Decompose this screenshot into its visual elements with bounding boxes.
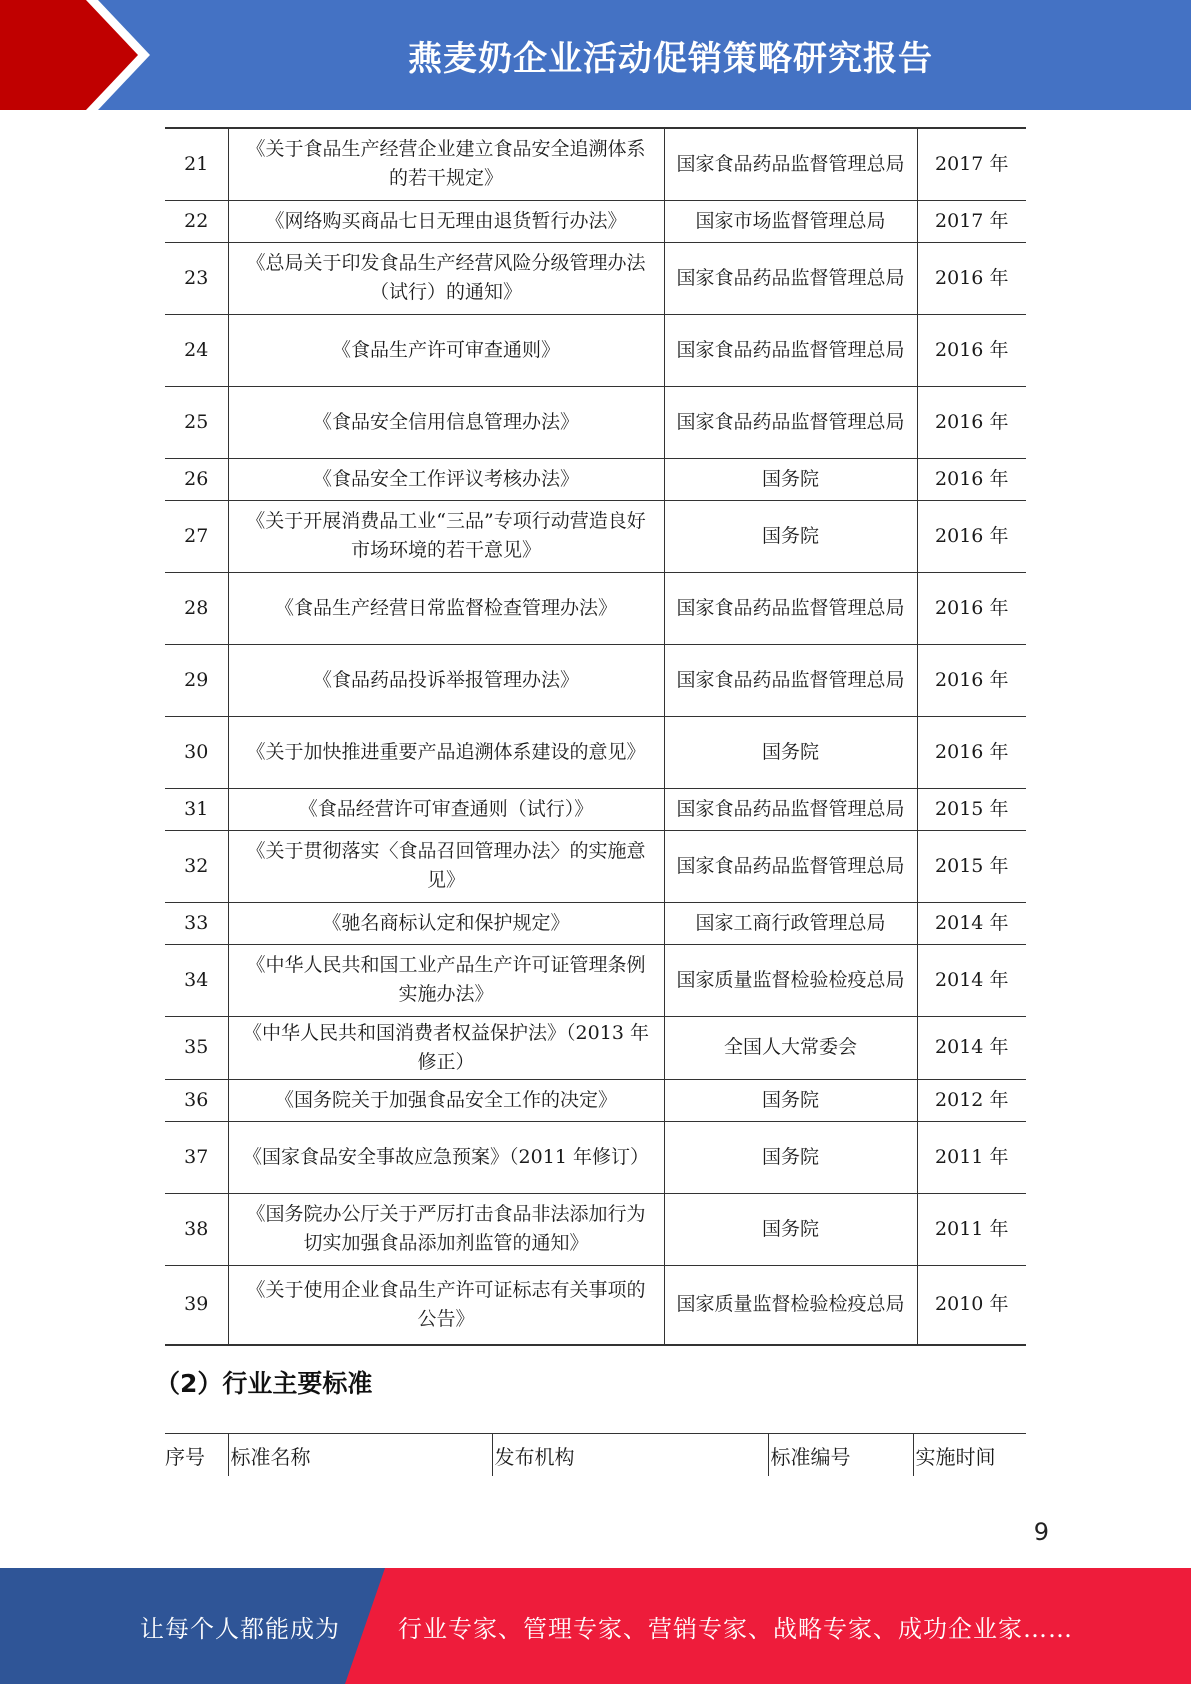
table-row	[165, 314, 1026, 386]
cell-year: 2014 年	[917, 944, 1026, 1016]
cell-regulation-name: 《食品生产经营日常监督检查管理办法》	[228, 572, 664, 644]
table-row	[165, 644, 1026, 716]
table-row	[165, 1079, 1026, 1121]
cell-issuer: 国家质量监督检验检疫总局	[664, 1265, 917, 1345]
cell-regulation-name: 《国家食品安全事故应急预案》（2011 年修订）	[228, 1121, 664, 1193]
header-cell-name: 标准名称	[228, 1434, 492, 1477]
cell-regulation-name: 《关于食品生产经营企业建立食品安全追溯体系的若干规定》	[228, 128, 664, 200]
cell-regulation-name: 《总局关于印发食品生产经营风险分级管理办法（试行）的通知》	[228, 242, 664, 314]
cell-number: 24	[165, 314, 228, 386]
header-cell-issuer: 发布机构	[492, 1434, 768, 1477]
cell-issuer: 国家食品药品监督管理总局	[664, 386, 917, 458]
cell-issuer: 国务院	[664, 458, 917, 500]
cell-issuer: 国家食品药品监督管理总局	[664, 242, 917, 314]
table-row	[165, 1265, 1026, 1345]
cell-issuer: 国家食品药品监督管理总局	[664, 644, 917, 716]
cell-issuer: 国家食品药品监督管理总局	[664, 830, 917, 902]
cell-regulation-name: 《食品生产许可审查通则》	[228, 314, 664, 386]
cell-year: 2016 年	[917, 644, 1026, 716]
cell-number: 33	[165, 902, 228, 944]
cell-issuer: 全国人大常委会	[664, 1016, 917, 1079]
cell-number: 21	[165, 128, 228, 200]
cell-year: 2015 年	[917, 830, 1026, 902]
cell-issuer: 国家质量监督检验检疫总局	[664, 944, 917, 1016]
cell-number: 32	[165, 830, 228, 902]
table-row	[165, 200, 1026, 242]
cell-issuer: 国务院	[664, 716, 917, 788]
cell-number: 25	[165, 386, 228, 458]
table-row	[165, 1193, 1026, 1265]
cell-regulation-name: 《关于加快推进重要产品追溯体系建设的意见》	[228, 716, 664, 788]
cell-issuer: 国家食品药品监督管理总局	[664, 788, 917, 830]
cell-number: 31	[165, 788, 228, 830]
cell-issuer: 国务院	[664, 1193, 917, 1265]
standards-table	[165, 1433, 1026, 1476]
table-row	[165, 902, 1026, 944]
cell-year: 2016 年	[917, 716, 1026, 788]
cell-regulation-name: 《驰名商标认定和保护规定》	[228, 902, 664, 944]
cell-regulation-name: 《国务院关于加强食品安全工作的决定》	[228, 1079, 664, 1121]
table-row	[165, 128, 1026, 200]
cell-number: 34	[165, 944, 228, 1016]
section-heading: （2）行业主要标准	[155, 1369, 373, 1398]
cell-year: 2016 年	[917, 314, 1026, 386]
cell-issuer: 国家市场监督管理总局	[664, 200, 917, 242]
page-footer	[0, 1568, 1191, 1684]
footer-slogan-right: 行业专家、管理专家、营销专家、战略专家、成功企业家……	[398, 1614, 1073, 1643]
cell-regulation-name: 《国务院办公厅关于严厉打击食品非法添加行为切实加强食品添加剂监管的通知》	[228, 1193, 664, 1265]
table-row	[165, 572, 1026, 644]
cell-number: 29	[165, 644, 228, 716]
cell-year: 2016 年	[917, 500, 1026, 572]
cell-number: 30	[165, 716, 228, 788]
table-row	[165, 1121, 1026, 1193]
cell-year: 2016 年	[917, 572, 1026, 644]
cell-regulation-name: 《食品药品投诉举报管理办法》	[228, 644, 664, 716]
cell-year: 2017 年	[917, 128, 1026, 200]
cell-year: 2012 年	[917, 1079, 1026, 1121]
header-cell-date: 实施时间	[913, 1434, 1026, 1477]
table-row	[165, 1016, 1026, 1079]
cell-issuer: 国务院	[664, 500, 917, 572]
red-chevron-icon	[0, 0, 160, 110]
cell-year: 2011 年	[917, 1193, 1026, 1265]
cell-year: 2017 年	[917, 200, 1026, 242]
cell-number: 22	[165, 200, 228, 242]
cell-issuer: 国家食品药品监督管理总局	[664, 572, 917, 644]
cell-year: 2015 年	[917, 788, 1026, 830]
cell-regulation-name: 《中华人民共和国工业产品生产许可证管理条例实施办法》	[228, 944, 664, 1016]
table-row	[165, 458, 1026, 500]
cell-year: 2016 年	[917, 242, 1026, 314]
cell-regulation-name: 《食品安全信用信息管理办法》	[228, 386, 664, 458]
cell-year: 2014 年	[917, 902, 1026, 944]
cell-number: 38	[165, 1193, 228, 1265]
cell-number: 26	[165, 458, 228, 500]
table-row	[165, 500, 1026, 572]
cell-regulation-name: 《食品安全工作评议考核办法》	[228, 458, 664, 500]
cell-number: 35	[165, 1016, 228, 1079]
cell-issuer: 国务院	[664, 1121, 917, 1193]
cell-regulation-name: 《食品经营许可审查通则（试行）》	[228, 788, 664, 830]
table-row	[165, 386, 1026, 458]
page-number: 9	[1033, 1518, 1049, 1546]
cell-number: 23	[165, 242, 228, 314]
cell-year: 2011 年	[917, 1121, 1026, 1193]
cell-number: 27	[165, 500, 228, 572]
cell-regulation-name: 《关于使用企业食品生产许可证标志有关事项的公告》	[228, 1265, 664, 1345]
report-title: 燕麦奶企业活动促销策略研究报告	[408, 38, 933, 79]
cell-regulation-name: 《中华人民共和国消费者权益保护法》（2013 年修正）	[228, 1016, 664, 1079]
standards-header-row	[165, 1434, 1026, 1477]
page-header	[0, 0, 1191, 110]
cell-regulation-name: 《关于开展消费品工业“三品”专项行动营造良好市场环境的若干意见》	[228, 500, 664, 572]
cell-year: 2016 年	[917, 458, 1026, 500]
regulations-table	[165, 127, 1026, 1346]
cell-year: 2014 年	[917, 1016, 1026, 1079]
table-row	[165, 830, 1026, 902]
header-cell-code: 标准编号	[768, 1434, 913, 1477]
cell-issuer: 国务院	[664, 1079, 917, 1121]
table-row	[165, 716, 1026, 788]
cell-regulation-name: 《网络购买商品七日无理由退货暂行办法》	[228, 200, 664, 242]
cell-number: 37	[165, 1121, 228, 1193]
cell-year: 2016 年	[917, 386, 1026, 458]
cell-issuer: 国家工商行政管理总局	[664, 902, 917, 944]
cell-issuer: 国家食品药品监督管理总局	[664, 314, 917, 386]
table-row	[165, 944, 1026, 1016]
cell-year: 2010 年	[917, 1265, 1026, 1345]
header-cell-no: 序号	[165, 1434, 228, 1477]
cell-regulation-name: 《关于贯彻落实〈食品召回管理办法〉的实施意见》	[228, 830, 664, 902]
cell-issuer: 国家食品药品监督管理总局	[664, 128, 917, 200]
footer-slogan-left: 让每个人都能成为	[140, 1614, 340, 1643]
cell-number: 39	[165, 1265, 228, 1345]
table-row	[165, 242, 1026, 314]
cell-number: 28	[165, 572, 228, 644]
table-row	[165, 788, 1026, 830]
cell-number: 36	[165, 1079, 228, 1121]
